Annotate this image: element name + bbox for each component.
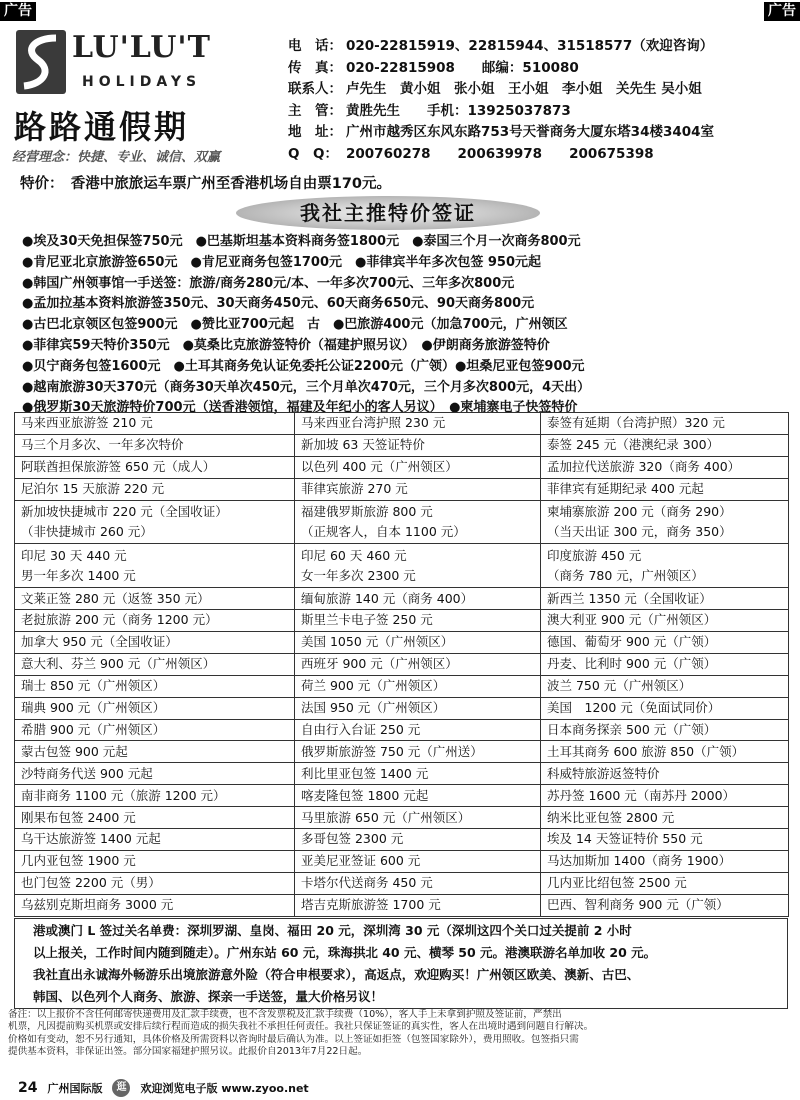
notice-line: 韩国、以色列个人商务、旅游、探亲一手送签，量大价格另议！: [33, 989, 384, 1004]
table-row: [15, 719, 789, 741]
table-cell: 马来西亚台湾护照 230 元: [295, 413, 541, 435]
table-cell: 马里旅游 650 元（广州领区）: [295, 807, 541, 829]
table-cell: [295, 544, 541, 588]
table-row: [15, 631, 789, 653]
table-cell: 科威特旅游返签特价: [541, 763, 789, 785]
table-cell: 俄罗斯旅游签 750 元（广州送）: [295, 741, 541, 763]
remarks: [8, 1009, 794, 1058]
cell-line: 柬埔寨旅游 200 元（商务 290）: [547, 503, 732, 519]
table-cell: 阿联酋担保旅游签 650 元（成人）: [15, 456, 295, 478]
table-cell: 泰签 245 元（港澳纪录 300）: [541, 434, 789, 456]
list-item: ●菲律宾59天特价350元 ●莫桑比克旅游签特价（福建护照另议） ●伊朗商务旅游签特价: [22, 337, 550, 353]
table-row: [15, 807, 789, 829]
agency-logo: [10, 24, 270, 174]
table-cell: 几内亚比绍包签 2500 元: [541, 872, 789, 894]
table-row: [15, 434, 789, 456]
table-cell: 澳大利亚 900 元（广州领区）: [541, 610, 789, 632]
table-cell: 乌兹别克斯坦商务 3000 元: [15, 894, 295, 916]
table-cell: [541, 544, 789, 588]
page-footer: [18, 1079, 309, 1097]
table-cell: 新加坡 63 天签证特价: [295, 434, 541, 456]
table-cell: 瑞典 900 元（广州领区）: [15, 697, 295, 719]
table-cell: 法国 950 元（广州领区）: [295, 697, 541, 719]
list-item: ●韩国广州领事馆一手送签：旅游/商务280元/本、一年多次700元、三年多次800元: [22, 275, 515, 291]
list-item: ●越南旅游30天370元（商务30天单次450元，三个月单次470元，三个月多次800元，4天出）: [22, 379, 591, 395]
contact-label: 电 话：: [288, 38, 342, 54]
contact-value: 黄胜先生 手机：13925037873: [346, 102, 571, 119]
table-row: [15, 697, 789, 719]
contact-row-fax: [288, 58, 798, 80]
logo-holidays-text: HOLIDAYS: [82, 74, 202, 90]
table-cell: 缅甸旅游 140 元（商务 400）: [295, 588, 541, 610]
remark-line: 价格如有变动，恕不另行通知，具体价格及所需资料以咨询时最后确认为准。以上签证如拒签（包签国家除外），费用照收。包签指只需: [8, 1033, 579, 1045]
logo-chinese-name: 路路通假期: [14, 108, 190, 146]
contact-label: 主 管：: [288, 102, 342, 119]
table-cell: 斯里兰卡电子签 250 元: [295, 610, 541, 632]
business-concept: 经营理念：快捷、专业、诚信、双赢: [12, 150, 221, 165]
table-row: [15, 850, 789, 872]
contact-row-manager: [288, 101, 798, 123]
contact-label: 地 址：: [288, 124, 342, 140]
table-cell: 美国 1200 元（免面试同价）: [541, 697, 789, 719]
table-row: [15, 828, 789, 850]
list-item: ●古巴北京领区包签900元 ●赞比亚700元起 古 ●巴旅游400元（加急700元，广州领区: [22, 317, 568, 333]
table-cell: [295, 500, 541, 544]
table-row: [15, 500, 789, 544]
table-cell: [15, 544, 295, 588]
table-cell: 乌干达旅游签 1400 元起: [15, 828, 295, 850]
table-row: [15, 456, 789, 478]
table-cell: 新西兰 1350 元（全国收证）: [541, 588, 789, 610]
table-cell: 南非商务 1100 元（旅游 1200 元）: [15, 785, 295, 807]
cell-line: （当天出证 300 元，商务 350）: [547, 523, 732, 539]
table-cell: 意大利、芬兰 900 元（广州领区）: [15, 653, 295, 675]
ad-label-right: 广告: [764, 2, 800, 21]
table-row: [15, 763, 789, 785]
page-number: 24: [18, 1080, 38, 1096]
table-cell: 泰签有延期（台湾护照）320 元: [541, 413, 789, 435]
table-cell: 菲律宾有延期纪录 400 元起: [541, 478, 789, 500]
table-cell: 菲律宾旅游 270 元: [295, 478, 541, 500]
table-cell: 利比里亚包签 1400 元: [295, 763, 541, 785]
table-cell: 日本商务探亲 500 元（广领）: [541, 719, 789, 741]
notice-line: 港或澳门 L 签过关名单费：深圳罗湖、皇岗、福田 20 元，深圳湾 30 元（深圳这四个关口过关提前 2 小时: [33, 923, 632, 938]
table-cell: 孟加拉代送旅游 320（商务 400）: [541, 456, 789, 478]
table-cell: 亚美尼亚签证 600 元: [295, 850, 541, 872]
table-row: [15, 544, 789, 588]
contact-row-qq: [288, 144, 798, 166]
transit-notice: [14, 918, 788, 1009]
table-cell: 几内亚包签 1900 元: [15, 850, 295, 872]
table-cell: 瑞士 850 元（广州领区）: [15, 675, 295, 697]
table-row: [15, 610, 789, 632]
contact-row-phone: [288, 36, 798, 58]
list-item: ●孟加拉基本资料旅游签350元、30天商务450元、60天商务650元、90天商务800元: [22, 296, 535, 312]
contact-label: 联系人：: [288, 81, 342, 97]
table-cell: 马达加斯加 1400（商务 1900）: [541, 850, 789, 872]
publication-badge-icon: 逛: [112, 1079, 130, 1097]
table-row: [15, 675, 789, 697]
table-cell: 马来西亚旅游签 210 元: [15, 413, 295, 435]
table-cell: [541, 500, 789, 544]
table-cell: 加拿大 950 元（全国收证）: [15, 631, 295, 653]
table-cell: 波兰 750 元（广州领区）: [541, 675, 789, 697]
table-cell: 荷兰 900 元（广州领区）: [295, 675, 541, 697]
contact-label: Q Q：: [288, 145, 338, 162]
contact-value: 200760278 200639978 200675398: [346, 145, 654, 162]
cell-line: （正规客人，自本 1100 元）: [301, 523, 466, 539]
table-cell: 文莱正签 280 元（返签 350 元）: [15, 588, 295, 610]
remark-line: 备注：以上报价不含任何邮寄快递费用及汇款手续费，也不含发票税及汇款手续费（10%），客人手上未拿到护照及签证前，严禁出: [8, 1009, 562, 1020]
table-cell: 老挝旅游 200 元（商务 1200 元）: [15, 610, 295, 632]
table-cell: 丹麦、比利时 900 元（广领）: [541, 653, 789, 675]
list-item: ●肯尼亚北京旅游签650元 ●肯尼亚商务包签1700元 ●菲律宾半年多次包签 950元起: [22, 254, 542, 270]
ad-label-left: 广告: [0, 2, 36, 21]
contact-value: 020-22815919、22815944、31518577（欢迎咨询）: [346, 38, 714, 54]
cell-line: 福建俄罗斯旅游 800 元: [301, 503, 433, 519]
table-cell: 西班牙 900 元（广州领区）: [295, 653, 541, 675]
cell-line: 印尼 60 天 460 元: [301, 547, 407, 563]
table-cell: 塔吉克斯旅游签 1700 元: [295, 894, 541, 916]
contact-value: 广州市越秀区东风东路753号天誉商务大厦东塔34楼3404室: [346, 124, 715, 140]
table-cell: 沙特商务代送 900 元起: [15, 763, 295, 785]
special-offer: 特价： 香港中旅旅运车票广州至香港机场自由票170元。: [20, 176, 392, 192]
contact-row-address: [288, 122, 798, 144]
visa-price-table: [14, 412, 789, 917]
notice-line: 我社直出永诚海外畅游乐出境旅游意外险（符合申根要求），高返点，欢迎购买！广州领区欧美、澳新、古巴、: [33, 967, 640, 982]
contact-row-people: [288, 79, 798, 101]
remark-line: 机票，凡因提前购买机票或安排后续行程而造成的损失我社不承担任何责任。我社只保证签证的真实性，客人在出境时遇到问题自行解决。: [8, 1021, 594, 1033]
remark-line: 提供基本资料，非保证出签。部分国家福建护照另议。此报价自2013年7月22日起。: [8, 1045, 368, 1057]
cell-line: （非快捷城市 260 元）: [21, 523, 153, 539]
table-row: [15, 653, 789, 675]
table-row: [15, 894, 789, 916]
table-row: [15, 872, 789, 894]
table-cell: 土耳其商务 600 旅游 850（广领）: [541, 741, 789, 763]
table-row: [15, 413, 789, 435]
contact-info: [288, 36, 798, 165]
table-cell: 巴西、智利商务 900 元（广领）: [541, 894, 789, 916]
table-cell: 尼泊尔 15 天旅游 220 元: [15, 478, 295, 500]
table-cell: 卡塔尔代送商务 450 元: [295, 872, 541, 894]
table-row: [15, 588, 789, 610]
table-cell: 多哥包签 2300 元: [295, 828, 541, 850]
table-cell: 刚果布包签 2400 元: [15, 807, 295, 829]
table-cell: [15, 500, 295, 544]
cell-line: （商务 780 元，广州领区）: [547, 567, 704, 583]
table-cell: 也门包签 2200 元（男）: [15, 872, 295, 894]
table-cell: 以色列 400 元（广州领区）: [295, 456, 541, 478]
table-cell: 希腊 900 元（广州领区）: [15, 719, 295, 741]
table-cell: 纳米比亚包签 2800 元: [541, 807, 789, 829]
table-cell: 德国、葡萄牙 900 元（广领）: [541, 631, 789, 653]
table-cell: 埃及 14 天签证特价 550 元: [541, 828, 789, 850]
table-row: [15, 785, 789, 807]
cell-line: 印尼 30 天 440 元: [21, 547, 127, 563]
website-link[interactable]: 欢迎浏览电子版 www.zyoo.net: [140, 1082, 309, 1095]
featured-visa-banner: 我社主推特价签证: [236, 196, 540, 230]
notice-line: 以上报关，工作时间内随到随走）。广州东站 60 元，珠海拱北 40 元、横琴 50 元。港澳联游名单加收 20 元。: [33, 945, 657, 960]
table-cell: 马三个月多次、一年多次特价: [15, 434, 295, 456]
table-cell: 喀麦隆包签 1800 元起: [295, 785, 541, 807]
table-cell: 美国 1050 元（广州领区）: [295, 631, 541, 653]
list-item: ●贝宁商务包签1600元 ●土耳其商务免认证免委托公证2200元（广领）●坦桑尼亚包签900元: [22, 358, 585, 374]
contact-value: 020-22815908 邮编：510080: [346, 59, 579, 76]
table-cell: 苏丹签 1600 元（南苏丹 2000）: [541, 785, 789, 807]
cell-line: 印度旅游 450 元: [547, 547, 642, 563]
publication-name: 广州国际版: [47, 1082, 103, 1095]
visa-table-body: [15, 413, 789, 917]
contact-label: 传 真：: [288, 59, 342, 76]
table-row: [15, 741, 789, 763]
cell-line: 女一年多次 2300 元: [301, 567, 416, 583]
featured-visa-list: [22, 232, 792, 419]
table-cell: 蒙古包签 900 元起: [15, 741, 295, 763]
cell-line: 新加坡快捷城市 220 元（全国收证）: [21, 503, 228, 519]
table-row: [15, 478, 789, 500]
cell-line: 男一年多次 1400 元: [21, 567, 136, 583]
list-item: ●埃及30天免担保签750元 ●巴基斯坦基本资料商务签1800元 ●泰国三个月一次商务800元: [22, 234, 581, 249]
swoosh-logo-icon: [16, 30, 66, 94]
logo-brand-text: LU'LU'T: [72, 30, 211, 65]
contact-value: 卢先生 黄小姐 张小姐 王小姐 李小姐 关先生 吴小姐: [346, 81, 702, 97]
list-item: ●俄罗斯30天旅游特价700元（送香港领馆，福建及年纪小的客人另议） ●柬埔寨电子快签特价: [22, 400, 578, 416]
table-cell: 自由行入台证 250 元: [295, 719, 541, 741]
